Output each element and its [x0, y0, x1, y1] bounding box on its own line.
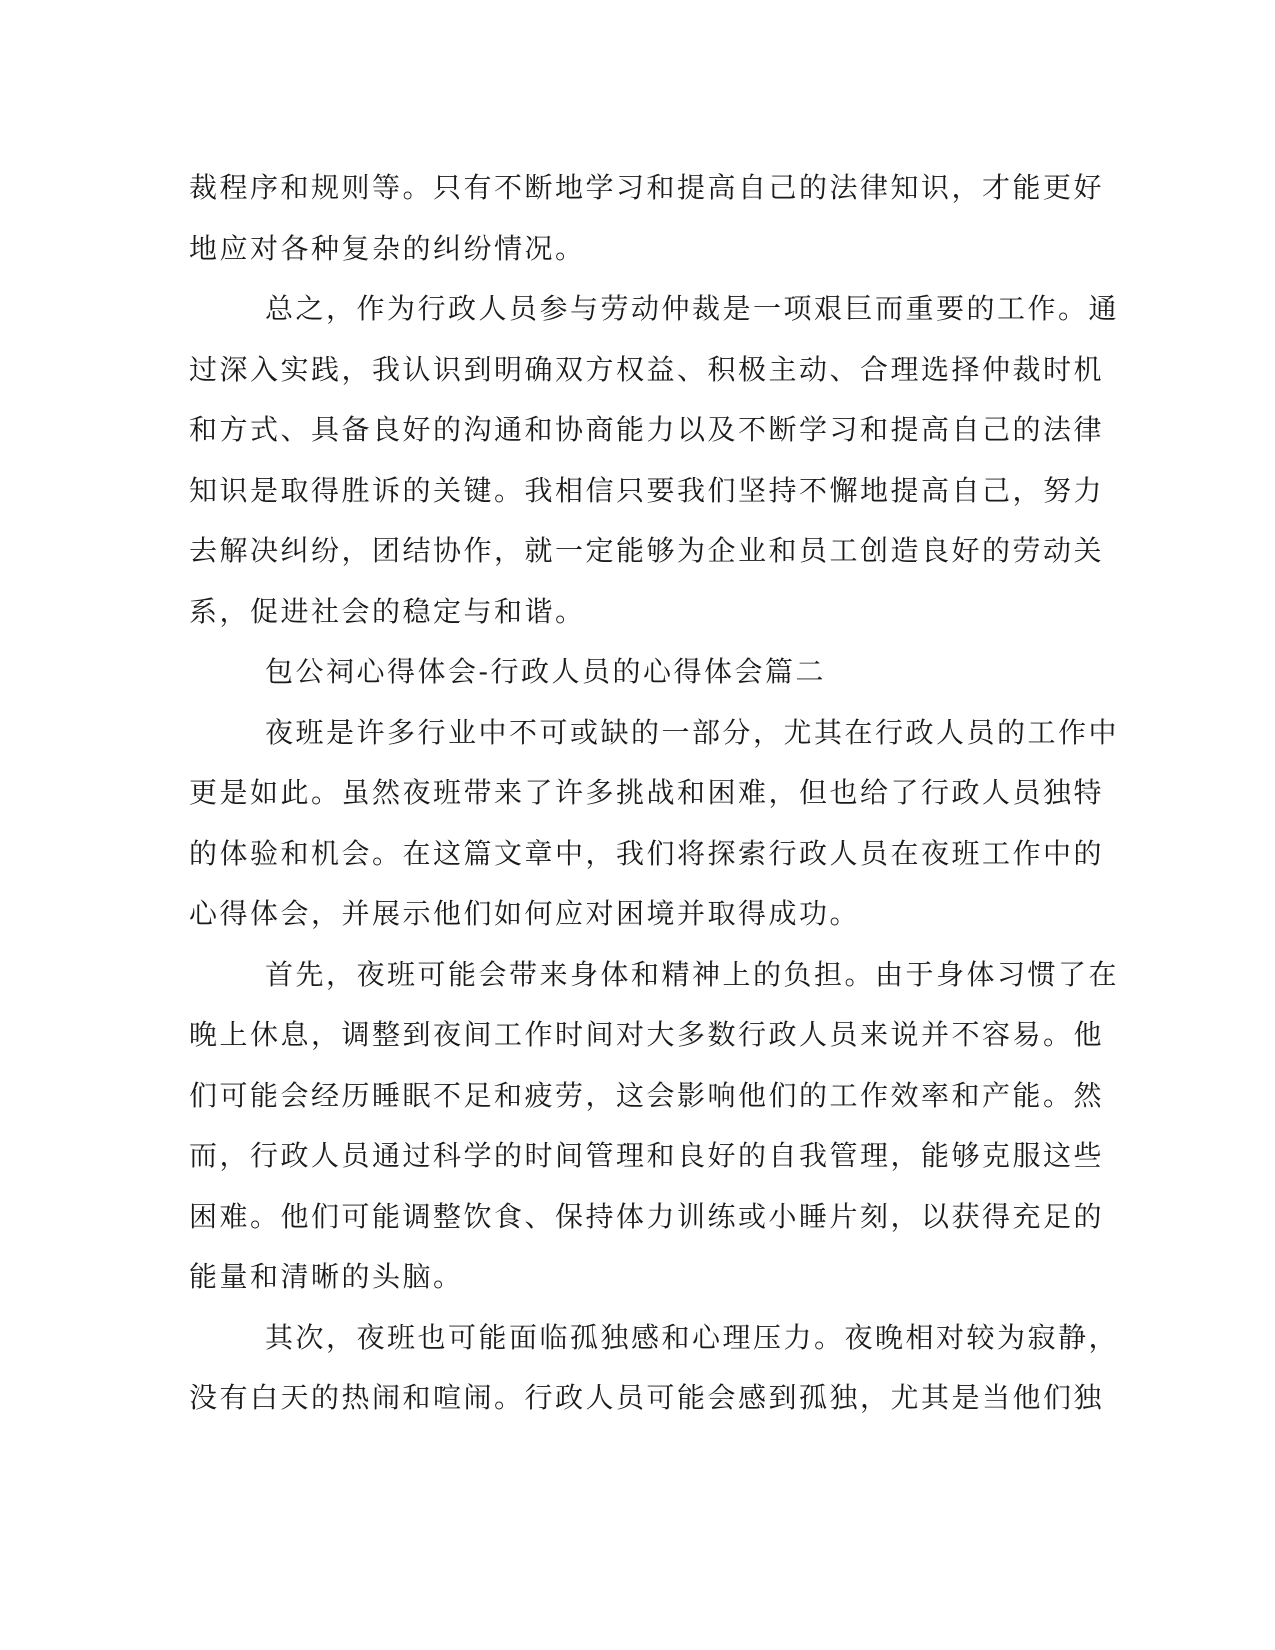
text-line: 地应对各种复杂的纠纷情况。	[189, 231, 586, 265]
section-heading: 包公祠心得体会-行政人员的心得体会篇二	[265, 655, 826, 688]
text-line: 们可能会经历睡眠不足和疲劳，这会影响他们的工作效率和产能。然	[189, 1078, 1105, 1112]
text-line: 心得体会，并展示他们如何应对困境并取得成功。	[189, 897, 861, 930]
text-line: 其次，夜班也可能面临孤独感和心理压力。夜晚相对较为寂静，	[265, 1320, 1120, 1354]
text-line: 没有白天的热闹和喧闹。行政人员可能会感到孤独，尤其是当他们独	[189, 1381, 1105, 1414]
text-line: 首先，夜班可能会带来身体和精神上的负担。由于身体习惯了在	[265, 957, 1120, 991]
text-line: 知识是取得胜诉的关键。我相信只要我们坚持不懈地提高自己，努力	[189, 473, 1105, 507]
text-line: 去解决纠纷，团结协作，就一定能够为企业和员工创造良好的劳动关	[189, 534, 1105, 567]
text-line: 和方式、具备良好的沟通和协商能力以及不断学习和提高自己的法律	[189, 413, 1105, 446]
document-body	[189, 158, 1120, 1429]
text-line: 夜班是许多行业中不可或缺的一部分，尤其在行政人员的工作中	[265, 715, 1120, 749]
text-line: 而，行政人员通过科学的时间管理和良好的自我管理，能够克服这些	[189, 1139, 1105, 1172]
text-line: 系，促进社会的稳定与和谐。	[189, 594, 586, 628]
text-line: 更是如此。虽然夜班带来了许多挑战和困难，但也给了行政人员独特	[189, 776, 1105, 809]
text-line: 总之，作为行政人员参与劳动仲裁是一项艰巨而重要的工作。通	[265, 292, 1120, 325]
text-line: 的体验和机会。在这篇文章中，我们将探索行政人员在夜班工作中的	[189, 836, 1105, 870]
text-line: 裁程序和规则等。只有不断地学习和提高自己的法律知识，才能更好	[189, 171, 1105, 204]
text-line: 能量和清晰的头脑。	[189, 1260, 464, 1293]
text-line: 困难。他们可能调整饮食、保持体力训练或小睡片刻，以获得充足的	[189, 1199, 1105, 1233]
text-line: 过深入实践，我认识到明确双方权益、积极主动、合理选择仲裁时机	[189, 352, 1105, 386]
text-line: 晚上休息，调整到夜间工作时间对大多数行政人员来说并不容易。他	[189, 1018, 1105, 1051]
